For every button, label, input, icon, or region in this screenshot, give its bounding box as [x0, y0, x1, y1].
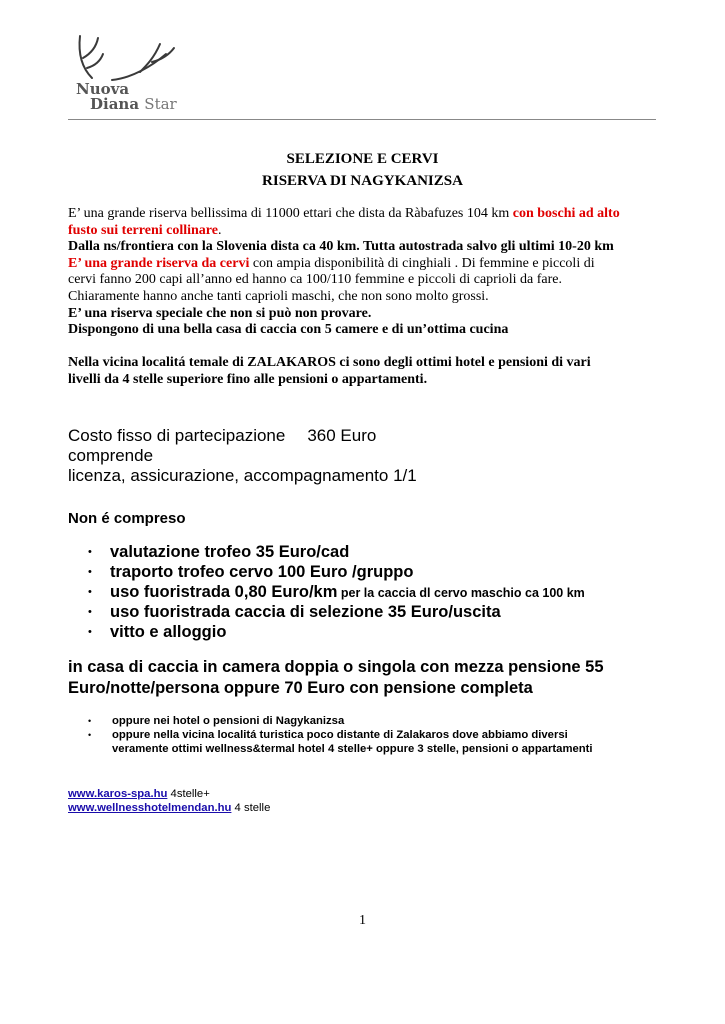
intro-text-span: con ampia disponibilità di cinghiali . Di femmine e piccoli di	[249, 255, 595, 271]
cost-label: Costo fisso di partecipazione	[68, 426, 286, 445]
list-item	[88, 542, 585, 562]
logo-text-line1: Nuova	[76, 80, 130, 98]
bullet-icon: •	[88, 716, 92, 726]
list-item	[88, 602, 585, 622]
intro-line	[68, 256, 668, 273]
accommodation-list	[88, 714, 593, 756]
list-item	[88, 582, 585, 602]
list-item-text: uso fuoristrada 0,80 Euro/km	[110, 583, 338, 601]
list-item	[88, 714, 593, 728]
cost-line	[68, 426, 417, 446]
list-item	[88, 562, 585, 582]
logo	[70, 26, 180, 118]
intro-text-span: E’ una grande riserva bellissima di 11000 ettari che dista da Ràbafuzes 104 km	[68, 206, 513, 221]
list-item-text: oppure nella vicina localitá turistica poco distante di Zalakaros dove abbiamo diversi	[112, 729, 568, 741]
bullet-icon: •	[88, 730, 92, 740]
link-line	[68, 787, 270, 801]
pension-line1: in casa di caccia in camera doppia o singola con mezza pensione 55	[68, 658, 604, 676]
extras-list	[88, 542, 585, 642]
antler-icon	[70, 26, 180, 86]
hotel-link[interactable]: www.karos-spa.hu	[68, 788, 168, 800]
list-item-text: traporto trofeo cervo 100 Euro /gruppo	[110, 563, 414, 581]
intro-line: E’ una riserva speciale che non si può non provare.	[68, 305, 372, 321]
link-note: 4stelle+	[167, 788, 210, 800]
cost-price: 360 Euro	[307, 426, 377, 445]
list-item-text: uso fuoristrada caccia di selezione 35 Euro/uscita	[110, 603, 501, 621]
title-line1: SELEZIONE E CERVI	[286, 151, 439, 167]
bullet-icon: •	[88, 546, 92, 558]
intro-text-span: .	[217, 222, 222, 238]
intro-line	[68, 223, 668, 240]
pension-line2: Euro/notte/persona oppure 70 Euro con pensione completa	[68, 679, 533, 697]
links-section	[68, 787, 270, 815]
list-item-note: per la caccia dl cervo maschio ca 100 km	[337, 586, 585, 600]
intro-text	[68, 206, 668, 389]
cost-items: licenza, assicurazione, accompagnamento 1/1	[68, 466, 417, 485]
logo-text-line2	[90, 96, 177, 112]
logo-diana: Diana	[90, 95, 140, 113]
cost-includes: comprende	[68, 446, 154, 465]
intro-line	[68, 206, 668, 223]
logo-star: Star	[144, 95, 177, 113]
highlight-text: E’ una grande riserva da cervi	[68, 255, 250, 271]
list-item	[88, 728, 593, 756]
bullet-icon: •	[88, 606, 92, 618]
highlight-text: con boschi ad alto	[512, 206, 620, 221]
page-number: 1	[359, 913, 366, 928]
intro-line: Dispongono di una bella casa di caccia con 5 camere e di un’ottima cucina	[68, 322, 509, 338]
link-line	[68, 801, 270, 815]
intro-line: Dalla ns/frontiera con la Slovenia dista ca 40 km. Tutta autostrada salvo gli ultimi 10-20 km	[68, 239, 614, 255]
list-item-text: vitto e alloggio	[110, 623, 227, 641]
list-item-text: oppure nei hotel o pensioni di Nagykanizsa	[112, 715, 345, 727]
bullet-icon: •	[88, 566, 92, 578]
cost-section	[68, 426, 417, 486]
intro-line: livelli da 4 stelle superiore fino alle pensioni o appartamenti.	[68, 371, 428, 387]
header-rule	[68, 119, 656, 120]
link-note: 4 stelle	[231, 802, 271, 814]
pension-text	[68, 657, 604, 699]
list-item-text: veramente ottimi wellness&termal hotel 4 stelle+ oppure 3 stelle, pensioni o appartamenti	[112, 743, 593, 755]
not-included-heading: Non é compreso	[68, 510, 186, 527]
list-item	[88, 622, 585, 642]
intro-spacer	[68, 339, 668, 356]
title-line2: RISERVA DI NAGYKANIZSA	[262, 173, 463, 189]
bullet-icon: •	[88, 626, 92, 638]
hotel-link[interactable]: www.wellnesshotelmendan.hu	[68, 802, 232, 814]
highlight-text: fusto sui terreni collinare	[68, 222, 218, 238]
list-item-text: valutazione trofeo 35 Euro/cad	[110, 543, 350, 561]
intro-line: Chiaramente hanno anche tanti caprioli maschi, che non sono molto grossi.	[68, 288, 489, 304]
intro-line: cervi fanno 200 capi all’anno ed hanno ca 100/110 femmine e piccoli di caprioli da fare.	[68, 272, 562, 288]
intro-line: Nella vicina localitá temale di ZALAKAROS ci sono degli ottimi hotel e pensioni di vari	[68, 355, 591, 371]
bullet-icon: •	[88, 586, 92, 598]
